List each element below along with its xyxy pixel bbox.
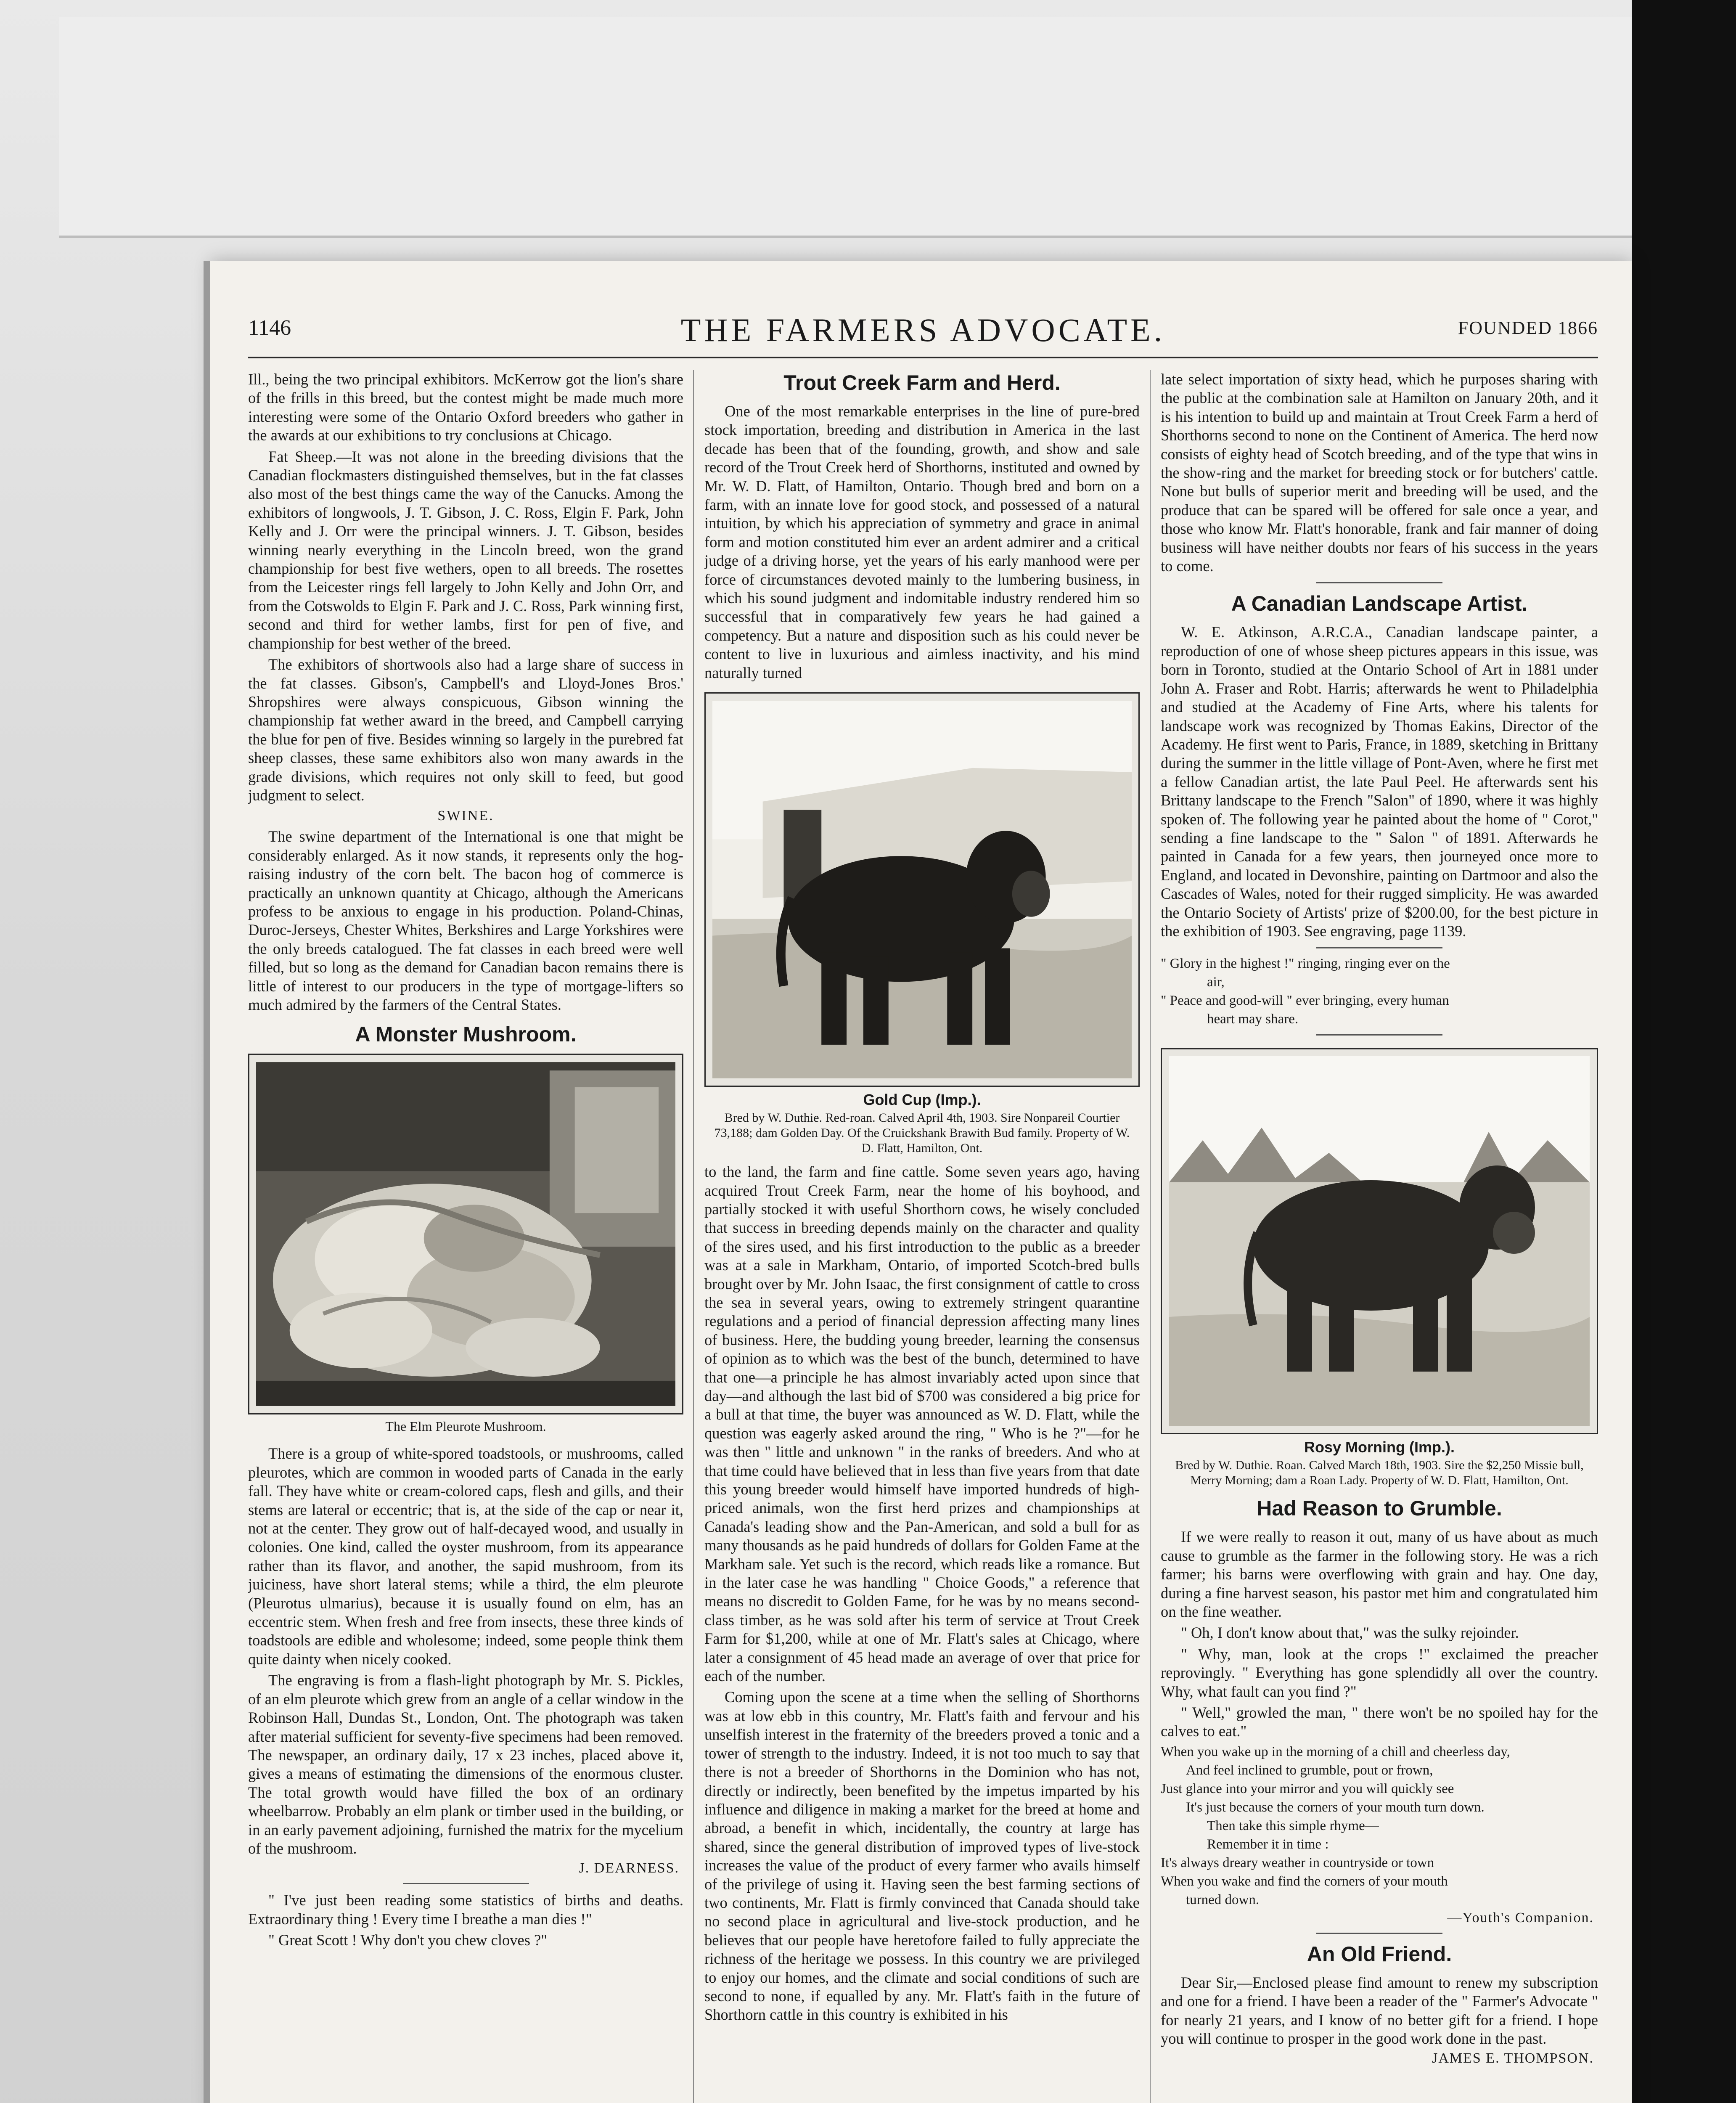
joke-line: " Great Scott ! Why don't you chew cloves ?": [268, 1931, 548, 1949]
verse-line: Remember it in time :: [1207, 1836, 1329, 1852]
verse-line: " Peace and good-will " ever bringing, every human: [1161, 993, 1449, 1009]
figure-title: Rosy Morning (Imp.).: [1304, 1438, 1455, 1456]
divider: [1316, 1034, 1442, 1036]
paragraph: There is a group of white-spored toadstools, or mushrooms, called pleurotes, which are common in wooded parts of Canada in the early fall. They have white or cream-colored caps, flesh and gills, and their stems are lateral or eccentric; that is, at the side of the cap or near it, not at the center. They grow out of half-decayed wood, and usually in colonies. One kind, called the oyster mushroom, from its appearance rather than its flavor, and another, the sapid mushroom, from its juiciness, have short lateral stems; while a third, the elm pleurote (Pleurotus ulmarius), because it is usually found on elm, has an eccentric stem. When fresh and free from insects, these three kinds of toadstools are edible and wholesome; indeed, some people think them quite dainty when nicely cooked.: [248, 1445, 683, 1668]
signature: J. DEARNESS.: [579, 1860, 679, 1876]
verse-line: When you wake and find the corners of your mouth: [1161, 1873, 1448, 1889]
paragraph: If we were really to reason it out, many of us have about as much cause to grumble as the farmer in the following story. He was a rich farmer; his barns were overflowing with grain and hay. One day, during a fine harvest season, his pastor met him and congratulated him on the fine weather.: [1161, 1528, 1598, 1620]
verse-line: " Glory in the highest !" ringing, ringing ever on the: [1161, 956, 1450, 972]
figure-caption: Bred by W. Duthie. Red-roan. Calved April 4th, 1903. Sire Nonpareil Courtier 73,188; dam Golden Day. Of the Cruickshank Brawith Bud family. Property of W. D. Flatt, Hamilton, Ont.: [714, 1111, 1130, 1155]
paragraph: to the land, the farm and fine cattle. Some seven years ago, having acquired Trout Creek Farm, near the home of his boyhood, and partially stocked it with useful Shorthorn cows, he wisely concluded that success in breeding depends mainly on the character and quality of the sires used, and his first introduction to the public as a breeder was at a sale in Markham, Ontario, of imported Scotch-bred bulls brought over by Mr. John Isaac, the first consignment of cattle to cross the sea in several years, owing to extremely stringent quarantine regulations and a period of financial depression affecting many lines of business. Here, the budding young breeder, learning the consensus of opinion as to which was the best of the bunch, determined to have that one—a principle he has almost invariably acted upon since that day—and although the last bid of $700 was considered a big price for a bull at that time, the buyer was announced as W. D. Flatt, while the question was eagerly asked around the ring, " Who is he ?"—for he was then " little and unknown " in the ranks of breeders. And who at that time could have believed that in less than five years from that date this young breeder would himself have imported hundreds of high-priced animals, won the first herd prizes and championships at Canada's leading show and the Pan-American, and sold a bull for as many thousands as he paid hundreds of dollars for Golden Fame at the Markham sale. Yet such is the record, which reads like a romance. But in the later case he was handling " Choice Goods," a reference that means no discredit to Golden Fame, for he was by no means second-class timber, as he was sold after his term of service at Trout Creek Farm for $1,200, while at one of Mr. Flatt's sales at Chicago, where later a consignment of 45 head made an average of over that price for each of the number.: [704, 1163, 1140, 1685]
header-rule: [248, 357, 1598, 358]
article-title-artist: A Canadian Landscape Artist.: [1231, 592, 1528, 616]
column-separator: [1150, 370, 1151, 2103]
column-middle: [704, 370, 1140, 2103]
divider: [1316, 582, 1442, 583]
verse-line: turned down.: [1186, 1892, 1260, 1907]
mushroom-figure: [248, 1054, 683, 1414]
figure-title: Gold Cup (Imp.).: [863, 1091, 981, 1109]
joke-line: " I've just been reading some statistics of births and deaths. Extraordinary thing ! Every time I breathe a man dies !": [248, 1891, 683, 1928]
paragraph: The engraving is from a flash-light photograph by Mr. S. Pickles, of an elm pleurote which grew from an angle of a cellar window in the Robinson Hall, Dundas St., London, Ont. The photograph was taken after material sufficient for seventy-five specimens had been removed. The newspaper, an ordinary daily, 17 x 23 inches, placed above it, gives a means of estimating the dimensions of the enormous cluster. The total growth would have filled the box of an ordinary wheelbarrow. Probably an elm plank or timber used in the building, or in an early pavement adjoining, furnished the matrix for the mycelium of the mushroom.: [248, 1671, 683, 1857]
verse-line: When you wake up in the morning of a chill and cheerless day,: [1161, 1744, 1510, 1759]
verse-line: Just glance into your mirror and you will quickly see: [1161, 1781, 1454, 1796]
article-title-trout-creek: Trout Creek Farm and Herd.: [783, 371, 1061, 395]
founded-note: FOUNDED 1866: [1458, 318, 1598, 338]
column-separator: [693, 370, 694, 2103]
scan-dark-edge: [1632, 0, 1736, 2103]
paragraph: Dear Sir,—Enclosed please find amount to renew my subscription and one for a friend. I have been a reader of the " Farmer's Advocate " for nearly 21 years, and I know of no better gift for a friend. I hope you will continue to prosper in the good work done in the past.: [1161, 1973, 1598, 2047]
section-heading-swine: SWINE.: [437, 808, 494, 824]
paragraph: W. E. Atkinson, A.R.C.A., Canadian landscape painter, a reproduction of one of whose sheep pictures appears in this issue, was born in Toronto, studied at the Ontario School of Art in 1881 under John A. Fraser and Robt. Harris; afterwards he went to Philadelphia and studied at the Academy of Fine Arts, where his talents for landscape work was recognized by Thomas Eakins, Director of the Academy. He first went to Paris, France, in 1889, sketching in Brittany during the summer in the little village of Pont-Aven, where he first met a fellow Canadian artist, the late Paul Peel. He afterwards sent his Brittany landscape to the French "Salon" of 1890, where it was highly spoken of. The following year he painted about the home of " Corot," sending a fine landscape to the " Salon " of 1891. Afterwards he painted in Canada for a few years, then journeyed once more to England, and located in Devonshire, painting on Dartmoor and also the Cascades of Wales, noted for their rugged simplicity. He was awarded the Ontario Society of Artists' prize of $200.00, for the best picture in the exhibition of 1903. See engraving, page 1139.: [1161, 623, 1598, 940]
page-header: [248, 307, 1598, 358]
masthead: THE FARMERS ADVOCATE.: [680, 312, 1166, 348]
column-left: [248, 370, 683, 2103]
paragraph: " Oh, I don't know about that," was the sulky rejoinder.: [1181, 1624, 1519, 1642]
bull-photo-gold-cup: [712, 700, 1132, 1079]
column-right: [1161, 370, 1598, 2103]
verse-line: It's always dreary weather in countryside or town: [1161, 1855, 1434, 1870]
divider: [403, 1883, 529, 1884]
verse-line: And feel inclined to grumble, pout or frown,: [1186, 1762, 1433, 1778]
paragraph: Coming upon the scene at a time when the selling of Shorthorns was at low ebb in this country, Mr. Flatt's faith and fervour and his unselfish interest in the fraternity of the breeders proved a tonic and a tower of strength to the industry. Indeed, it is not too much to say that there is not a breeder of Shorthorns in the Dominion who has not, directly or indirectly, been benefited by the impetus imparted by his influence and diligence in making a market for the breed at home and abroad, a benefit in which, incidentally, the country at large has shared, since the general distribution of improved types of live-stock increases the value of the product of every farmer who avails himself of the privilege of using it. Having seen the best farming sections of two continents, Mr. Flatt is firmly convinced that Canada should take no second place in agricultural and live-stock production, and he believes that our people have heretofore failed to fully appreciate the richness of the heritage we possess. In this country we are privileged to enjoy our homes, and the climate and social conditions of such are second to none, if equalled by any. Mr. Flatt's faith in the future of Shorthorn cattle in this country is exhibited in his: [704, 1688, 1140, 2024]
article-title-mushroom: A Monster Mushroom.: [355, 1022, 577, 1046]
verse-source: —Youth's Companion.: [1447, 1910, 1594, 1926]
verse-line: air,: [1207, 975, 1225, 990]
paragraph: " Well," growled the man, " there won't be no spoiled hay for the calves to eat.": [1161, 1704, 1598, 1740]
paragraph: " Why, man, look at the crops !" exclaimed the preacher reprovingly. " Everything has gone splendidly all over the country. Why, what fault can you find ?": [1161, 1645, 1598, 1700]
mushroom-caption: The Elm Pleurote Mushroom.: [385, 1419, 546, 1434]
mushroom-photo: [256, 1062, 675, 1406]
back-page-margin: [59, 17, 1665, 238]
article-title-grumble: Had Reason to Grumble.: [1257, 1496, 1502, 1520]
paragraph: Fat Sheep.—It was not alone in the breeding divisions that the Canadian flockmasters distinguished themselves, but in the fat classes also most of the best things came the way of the Canucks. Among the exhibitors of longwools, J. T. Gibson, J. C. Ross, Elgin F. Park, John Kelly and J. Orr were the principal winners. J. T. Gibson, besides winning nearly everything in the Lincoln breed, won the grand championship for best five wethers, open to all breeds. The rosettes from the Leicester rings fell largely to John Kelly and John Orr, and from the Cotswolds to Elgin F. Park and J. C. Ross, Park winning first, second and third for wether lambs, first for pen of five, and championship for best wether of the breed.: [248, 448, 683, 652]
verse-line: heart may share.: [1207, 1012, 1299, 1027]
divider: [1316, 1933, 1442, 1934]
page-content: [248, 307, 1598, 2103]
rosy-morning-figure: [1161, 1048, 1598, 1434]
figure-caption: Bred by W. Duthie. Roan. Calved March 18th, 1903. Sire the $2,250 Missie bull, Merry Morning; dam a Roan Lady. Property of W. D. Flatt, Hamilton, Ont.: [1175, 1458, 1584, 1488]
newspaper-page: [210, 261, 1632, 2103]
verse-line: Then take this simple rhyme—: [1207, 1818, 1379, 1833]
paragraph: late select importation of sixty head, which he purposes sharing with the public at the combination sale at Hamilton on January 20th, and it is his intention to build up and maintain at Trout Creek Farm a herd of Shorthorns second to none on the Continent of America. The herd now consists of eighty head of Scotch breeding, and of the type that wins in the show-ring and the market for breeding stock or for butchers' cattle. None but bulls of superior merit and breeding will be used, and the produce that can be spared will be offered for sale once a year, and those who know Mr. Flatt's honorable, frank and fair manner of doing business will have neither doubts nor fears of his success in the years to come.: [1161, 371, 1598, 575]
paragraph: The exhibitors of shortwools also had a large share of success in the fat classes. Gibson's, Campbell's and Lloyd-Jones Bros.' Shropshires were always conspicuous, Gibson winning the championship fat wether award in the breed, and Campbell carrying the blue for pen of five. Besides winning so largely in the purebred fat sheep classes, these same exhibitors also won many awards in the grade divisions, which requires not only skill to feed, but good judgment to select.: [248, 656, 683, 804]
gold-cup-figure: [704, 692, 1140, 1087]
paragraph: One of the most remarkable enterprises in the line of pure-bred stock importation, breeding and distribution in America in the last decade has been that of the founding, growth, and show and sale record of the Trout Creek herd of Shorthorns, instituted and owned by Mr. W. D. Flatt, of Hamilton, Ontario. Though bred and born on a farm, with an innate love for good stock, and possessed of a natural intuition, by which his appreciation of symmetry and grace in animal form and motion constituted him ever an ardent admirer and a critical judge of a driving horse, yet the years of his early manhood were per force of circumstances devoted mainly to the lumbering business, in which his sound judgment and indomitable industry rendered him so successful that in comparatively few years he had gained a competency. But a nature and disposition such as his could never be content to live in luxurious and aimless inactivity, and his mind naturally turned: [704, 403, 1140, 681]
paragraph: Ill., being the two principal exhibitors. McKerrow got the lion's share of the frills in this breed, but the contest might be made much more interesting were some of the Ontario Oxford breeders who gather in the awards at our exhibitions to try conclusions at Chicago.: [248, 371, 683, 444]
bull-photo-rosy-morning: [1169, 1056, 1590, 1426]
page-number: 1146: [248, 316, 291, 340]
paragraph: The swine department of the International is one that might be considerably enlarged. As it now stands, it represents only the hog-raising industry of the corn belt. The bacon hog of commerce is practically an unknown quantity at Chicago, although the Americans profess to be anxious to engage in his production. Poland-Chinas, Duroc-Jerseys, Chester Whites, Berkshires and Large Yorkshires were the only breeds catalogued. The fat classes in each breed were well filled, but so long as the demand for Canadian bacon remains there is little of interest to our producers in the type of mortgage-lifters so much admired by the farmers of the Central States.: [248, 828, 683, 1013]
verse-line: It's just because the corners of your mouth turn down.: [1186, 1799, 1485, 1815]
signature: JAMES E. THOMPSON.: [1432, 2050, 1594, 2066]
divider: [1316, 947, 1442, 948]
article-title-old-friend: An Old Friend.: [1307, 1942, 1452, 1966]
